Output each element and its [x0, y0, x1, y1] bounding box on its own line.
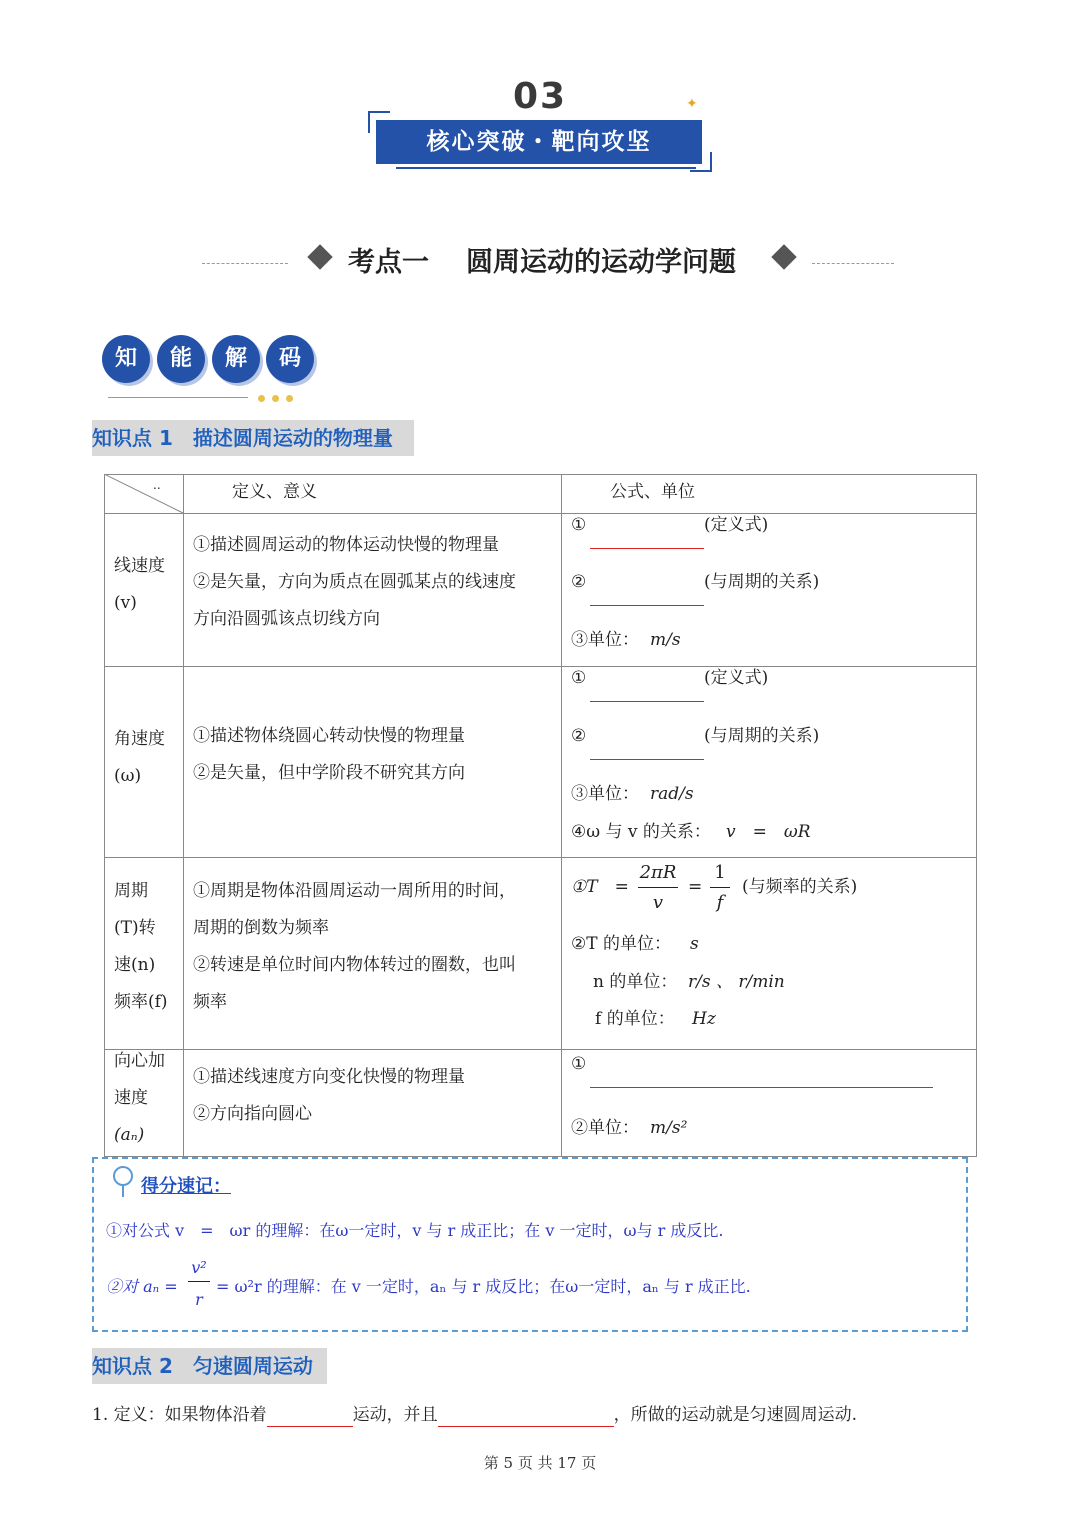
- fraction-bar: [638, 887, 678, 888]
- kp2-heading: 知识点 2 匀速圆周运动: [92, 1348, 327, 1384]
- circle-char: 解: [212, 335, 260, 383]
- fraction-bar: [188, 1281, 210, 1282]
- dot-icon: [286, 395, 293, 402]
- equals-sign: =: [688, 877, 703, 897]
- circle-char: 知: [102, 335, 150, 383]
- formula-note: (定义式): [704, 515, 769, 535]
- unit-label: ③单位：: [571, 784, 639, 804]
- unit-label: ②T 的单位：: [571, 934, 671, 954]
- row-definition: 周期的倒数为频率: [193, 918, 329, 938]
- formula-marker: ①: [571, 1054, 587, 1074]
- row-name: (aₙ): [114, 1125, 145, 1145]
- row-definition: ②是矢量，但中学阶段不研究其方向: [193, 763, 465, 783]
- formula-note: (与频率的关系): [742, 877, 858, 897]
- sparkle-icon: ✦: [686, 96, 698, 112]
- table-vline: [561, 474, 562, 1157]
- row-definition: ②转速是单位时间内物体转过的圈数，也叫: [193, 955, 516, 975]
- fraction-bar: [710, 887, 730, 888]
- row-definition: ①描述物体绕圆心转动快慢的物理量: [193, 726, 465, 746]
- unit-value: Hz: [692, 1009, 716, 1029]
- table-hline: [104, 666, 977, 667]
- topic-label: 考点一: [348, 247, 429, 278]
- row-definition: ①周期是物体沿圆周运动一周所用的时间，: [193, 881, 516, 901]
- fraction-numerator: 2πR: [639, 862, 677, 883]
- formula-note: (定义式): [704, 668, 769, 688]
- topic-title: 圆周运动的运动学问题: [466, 247, 736, 278]
- formula-note: (与周期的关系): [704, 726, 820, 746]
- row-name: 线速度: [114, 556, 165, 576]
- relation-label: ④ω 与 v 的关系：: [571, 822, 711, 842]
- fraction-denominator: f: [716, 892, 724, 913]
- row-definition: ①描述线速度方向变化快慢的物理量: [193, 1067, 465, 1087]
- row-name: 角速度: [114, 729, 165, 749]
- answer-blank[interactable]: [590, 548, 704, 549]
- formula-marker: ①: [571, 668, 587, 688]
- section-banner: 核心突破・靶向攻坚: [376, 120, 702, 164]
- header-formula: 公式、单位: [610, 482, 695, 502]
- unit-label: ③单位：: [571, 630, 639, 650]
- row-name: (T)转: [114, 918, 156, 938]
- formula-marker: ②: [571, 726, 587, 746]
- definition-prefix: 1. 定义：如果物体沿着: [92, 1405, 267, 1425]
- relation-value: v = ωR: [726, 822, 811, 842]
- definition-mid: 运动，并且: [352, 1405, 438, 1425]
- answer-blank[interactable]: [590, 1087, 933, 1088]
- unit-value: r/s 、 r/min: [688, 972, 785, 992]
- banner-frame-line: [396, 167, 696, 169]
- table-hline: [104, 1049, 977, 1050]
- unit-label: ②单位：: [571, 1118, 639, 1138]
- header-corner: ..: [153, 478, 161, 492]
- dot-icon: [272, 395, 279, 402]
- row-name: 向心加: [114, 1051, 165, 1071]
- fraction-numerator: v²: [191, 1258, 207, 1277]
- dot-icon: [258, 395, 265, 402]
- row-definition: ②是矢量，方向为质点在圆弧某点的线速度: [193, 572, 516, 592]
- fraction-denominator: v: [652, 892, 664, 913]
- unit-value: s: [690, 934, 699, 954]
- formula-prefix: ①T =: [571, 877, 629, 897]
- fraction-numerator: 1: [714, 862, 726, 883]
- divider-left: [202, 263, 288, 264]
- answer-blank[interactable]: [590, 701, 704, 702]
- unit-label: f 的单位：: [595, 1009, 675, 1029]
- header-definition: 定义、意义: [232, 482, 317, 502]
- row-name: 频率(f): [114, 992, 168, 1012]
- diamond-icon: [771, 244, 796, 269]
- formula-marker: ②: [571, 572, 587, 592]
- circle-char: 能: [157, 335, 205, 383]
- row-name: 速度: [114, 1088, 148, 1108]
- unit-label: n 的单位：: [593, 972, 678, 992]
- answer-blank[interactable]: [590, 759, 704, 760]
- tip-line: = ω²r 的理解：在 v 一定时，aₙ 与 r 成反比；在ω一定时，aₙ 与 r 成正比.: [216, 1277, 751, 1296]
- answer-blank[interactable]: [267, 1406, 353, 1427]
- definition-line: [92, 1403, 857, 1427]
- table-hline: [104, 857, 977, 858]
- section-number: 03: [512, 76, 568, 117]
- table-vline: [183, 474, 184, 1157]
- table-hline: [104, 513, 977, 514]
- divider-right: [812, 263, 894, 264]
- formula-marker: ①: [571, 515, 587, 535]
- row-name: 速(n): [114, 955, 156, 975]
- row-definition: 频率: [193, 992, 227, 1012]
- lightbulb-icon: [110, 1164, 136, 1200]
- circle-char: 码: [266, 335, 314, 383]
- header-diagonal: [104, 474, 184, 514]
- unit-value: m/s²: [650, 1118, 688, 1138]
- definition-suffix: ，所做的运动就是匀速圆周运动.: [613, 1405, 858, 1425]
- formula-note: (与周期的关系): [704, 572, 820, 592]
- row-name: 周期: [114, 881, 148, 901]
- diamond-icon: [307, 244, 332, 269]
- tip-title: 得分速记：: [141, 1176, 231, 1197]
- tip-line-prefix: ②对 aₙ =: [106, 1277, 178, 1296]
- answer-blank[interactable]: [590, 605, 704, 606]
- row-definition: ②方向指向圆心: [193, 1104, 312, 1124]
- kp1-heading: 知识点 1 描述圆周运动的物理量: [92, 420, 414, 456]
- tip-line: ①对公式 v = ωr 的理解：在ω一定时，v 与 r 成正比；在 v 一定时，ω与 r 成反比.: [106, 1221, 724, 1240]
- underline-divider: [108, 397, 248, 398]
- fraction-denominator: r: [195, 1290, 203, 1309]
- unit-value: rad/s: [650, 784, 694, 804]
- row-definition: ①描述圆周运动的物体运动快慢的物理量: [193, 535, 499, 555]
- row-name: (v): [114, 593, 137, 613]
- row-name: (ω): [114, 766, 142, 786]
- row-definition: 方向沿圆弧该点切线方向: [193, 609, 380, 629]
- page-footer: 第 5 页 共 17 页: [483, 1454, 597, 1472]
- unit-value: m/s: [650, 630, 681, 650]
- answer-blank[interactable]: [438, 1406, 614, 1427]
